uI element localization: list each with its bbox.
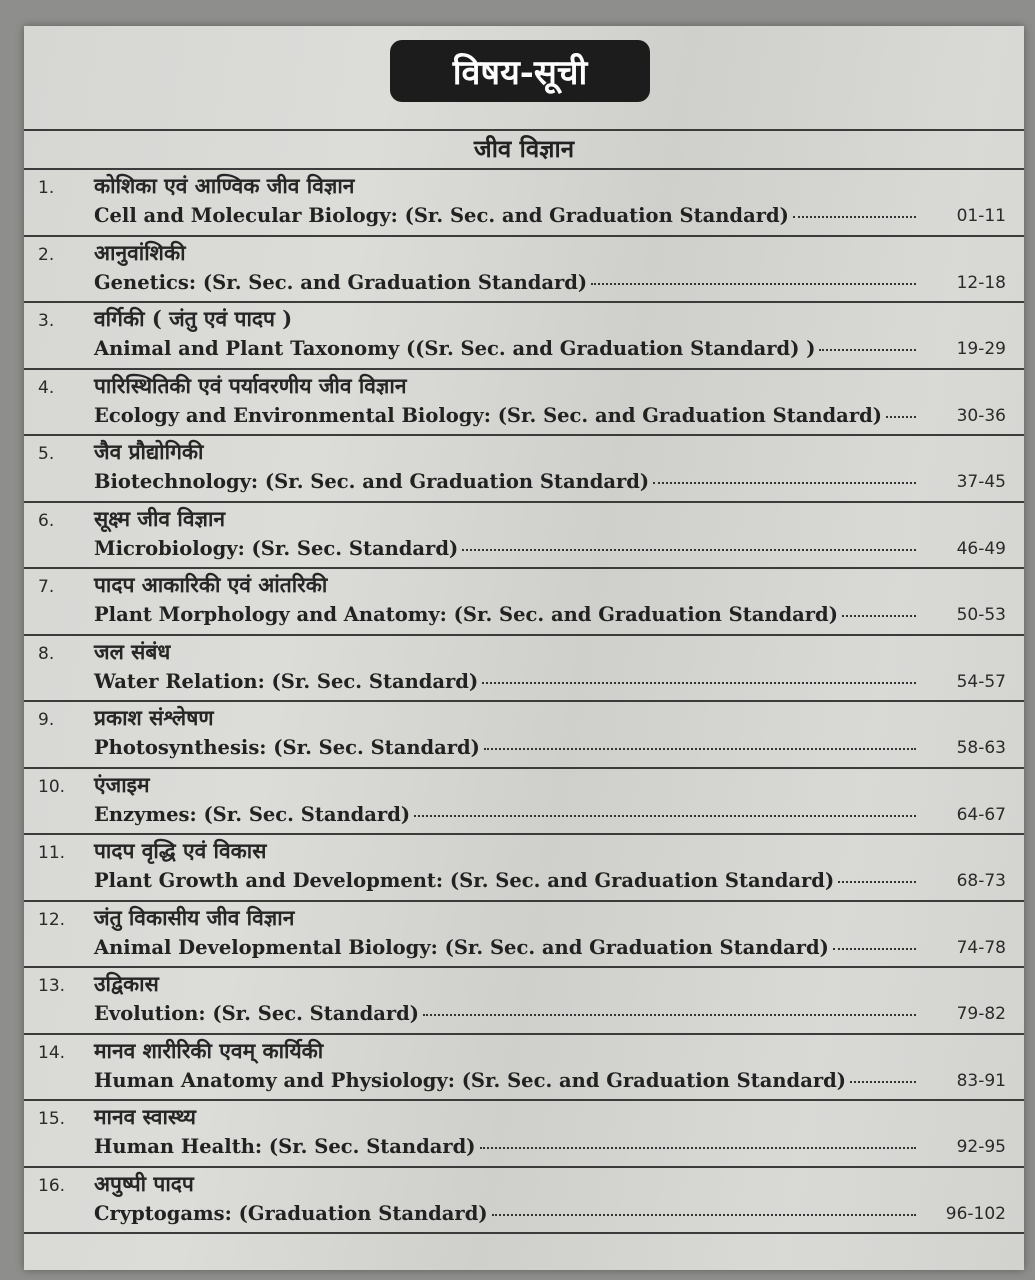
dot-leader [886, 416, 916, 418]
dot-leader [591, 283, 916, 285]
entry-english-line [94, 603, 916, 626]
entry-english-title: Ecology and Environmental Biology: (Sr. Sec. and Graduation Standard) [94, 403, 882, 427]
entry-english-line [94, 470, 916, 493]
entry-page-range: 74-78 [956, 937, 1006, 958]
entry-english-title: Cell and Molecular Biology: (Sr. Sec. and Graduation Standard) [94, 204, 789, 227]
entry-hindi-title: जंतु विकासीय जीव विज्ञान [94, 904, 295, 930]
entry-page-range: 96-102 [945, 1203, 1006, 1224]
entry-english-line [94, 337, 916, 360]
entry-number: 5. [38, 444, 55, 464]
list-item [24, 636, 1024, 703]
page-title: विषय-सूची [390, 40, 650, 102]
entry-page-range: 01-11 [956, 206, 1006, 226]
dot-leader [414, 815, 916, 817]
contents-list [24, 170, 1024, 1234]
entry-english-line [94, 936, 916, 959]
entry-english-line [94, 670, 916, 693]
entry-hindi-title: आनुवांशिकी [94, 239, 186, 265]
entry-page-range: 79-82 [956, 1004, 1006, 1024]
entry-page-range: 37-45 [956, 472, 1006, 492]
entry-number: 2. [38, 244, 55, 265]
entry-english-line [94, 1202, 916, 1225]
list-item [24, 370, 1024, 437]
dot-leader [480, 1147, 917, 1149]
dot-leader [838, 881, 916, 883]
entry-english-title: Photosynthesis: (Sr. Sec. Standard) [94, 736, 480, 759]
entry-english-title: Evolution: (Sr. Sec. Standard) [94, 1002, 419, 1025]
entry-hindi-title: एंजाइम [94, 771, 150, 797]
entry-hindi-title: जल संबंध [94, 638, 171, 664]
list-item [24, 1168, 1024, 1235]
entry-english-title: Cryptogams: (Graduation Standard) [94, 1201, 488, 1225]
entry-page-range: 64-67 [956, 804, 1006, 825]
list-item [24, 170, 1024, 237]
entry-number: 11. [38, 843, 66, 863]
dot-leader [423, 1014, 916, 1016]
entry-english-title: Enzymes: (Sr. Sec. Standard) [94, 802, 411, 826]
entry-number: 16. [38, 1175, 66, 1196]
list-item [24, 835, 1024, 902]
entry-english-title: Biotechnology: (Sr. Sec. and Graduation Standard) [94, 470, 650, 493]
entry-hindi-title: अपुष्पी पादप [94, 1170, 194, 1196]
entry-english-title: Plant Growth and Development: (Sr. Sec. and Graduation Standard) [94, 869, 835, 892]
entry-english-line [94, 869, 916, 892]
entry-number: 14. [38, 1042, 66, 1063]
entry-number: 13. [38, 976, 66, 996]
list-item [24, 1035, 1024, 1102]
entry-hindi-title: उद्विकास [94, 971, 159, 996]
entry-hindi-title: पादप वृद्धि एवं विकास [94, 838, 267, 863]
entry-page-range: 30-36 [956, 405, 1006, 426]
section-title: जीव विज्ञान [473, 134, 575, 163]
entry-english-line [94, 404, 916, 427]
list-item [24, 436, 1024, 503]
entry-page-range: 83-91 [956, 1070, 1006, 1091]
entry-number: 15. [38, 1109, 66, 1129]
entry-english-title: Water Relation: (Sr. Sec. Standard) [94, 669, 479, 693]
list-item [24, 968, 1024, 1035]
list-item [24, 569, 1024, 636]
entry-page-range: 46-49 [956, 538, 1006, 559]
dot-leader [484, 748, 916, 750]
entry-number: 12. [38, 909, 66, 930]
entry-hindi-title: मानव शारीरिकी एवम् कार्यिकी [94, 1037, 324, 1063]
entry-english-title: Human Anatomy and Physiology: (Sr. Sec. and Graduation Standard) [94, 1068, 846, 1092]
entry-hindi-title: पारिस्थितिकी एवं पर्यावरणीय जीव विज्ञान [94, 372, 407, 398]
entry-page-range: 54-57 [956, 671, 1006, 692]
dot-leader [482, 682, 916, 684]
list-item [24, 237, 1024, 304]
entry-hindi-title: प्रकाश संश्लेषण [94, 705, 214, 730]
entry-number: 8. [38, 643, 55, 664]
list-item [24, 769, 1024, 836]
dot-leader [833, 948, 916, 950]
list-item [24, 503, 1024, 570]
entry-english-title: Plant Morphology and Anatomy: (Sr. Sec. and Graduation Standard) [94, 603, 838, 626]
dot-leader [653, 482, 916, 484]
entry-number: 3. [38, 311, 55, 331]
entry-english-title: Microbiology: (Sr. Sec. Standard) [94, 536, 459, 560]
list-item [24, 303, 1024, 370]
entry-english-title: Human Health: (Sr. Sec. Standard) [94, 1135, 476, 1158]
entry-page-range: 92-95 [956, 1137, 1006, 1157]
entry-number: 9. [38, 710, 55, 730]
list-item [24, 902, 1024, 969]
list-item [24, 1101, 1024, 1168]
entry-hindi-title: जैव प्रौद्योगिकी [94, 439, 204, 464]
entry-english-line [94, 1069, 916, 1092]
entry-english-line [94, 537, 916, 560]
entry-hindi-title: वर्गिकी ( जंतु एवं पादप ) [94, 306, 293, 331]
dot-leader [842, 615, 916, 617]
entry-page-range: 68-73 [956, 871, 1006, 891]
entry-english-line [94, 1002, 916, 1025]
entry-page-range: 12-18 [956, 272, 1006, 293]
entry-hindi-title: कोशिका एवं आण्विक जीव विज्ञान [94, 173, 355, 198]
book-page [24, 26, 1024, 1270]
entry-number: 1. [38, 178, 55, 198]
entry-english-title: Genetics: (Sr. Sec. and Graduation Standard) [94, 270, 588, 294]
dot-leader [850, 1081, 916, 1083]
entry-page-range: 19-29 [956, 339, 1006, 359]
entry-page-range: 50-53 [956, 605, 1006, 625]
entry-hindi-title: पादप आकारिकी एवं आंतरिकी [94, 572, 328, 597]
entry-english-line [94, 736, 916, 759]
dot-leader [492, 1214, 916, 1216]
entry-english-line [94, 204, 916, 227]
dot-leader [793, 216, 916, 218]
entry-english-line [94, 271, 916, 294]
entry-hindi-title: मानव स्वास्थ्य [94, 1104, 196, 1129]
entry-number: 4. [38, 377, 55, 398]
dot-leader [819, 349, 916, 351]
entry-english-title: Animal Developmental Biology: (Sr. Sec. and Graduation Standard) [94, 935, 829, 959]
entry-number: 6. [38, 510, 55, 531]
entry-english-title: Animal and Plant Taxonomy ((Sr. Sec. and Graduation Standard) ) [94, 337, 816, 360]
entry-number: 10. [38, 776, 66, 797]
entry-hindi-title: सूक्ष्म जीव विज्ञान [94, 505, 226, 531]
dot-leader [462, 549, 916, 551]
entry-number: 7. [38, 577, 55, 597]
entry-english-line [94, 1135, 916, 1158]
list-item [24, 702, 1024, 769]
entry-page-range: 58-63 [956, 738, 1006, 758]
entry-english-line [94, 803, 916, 826]
